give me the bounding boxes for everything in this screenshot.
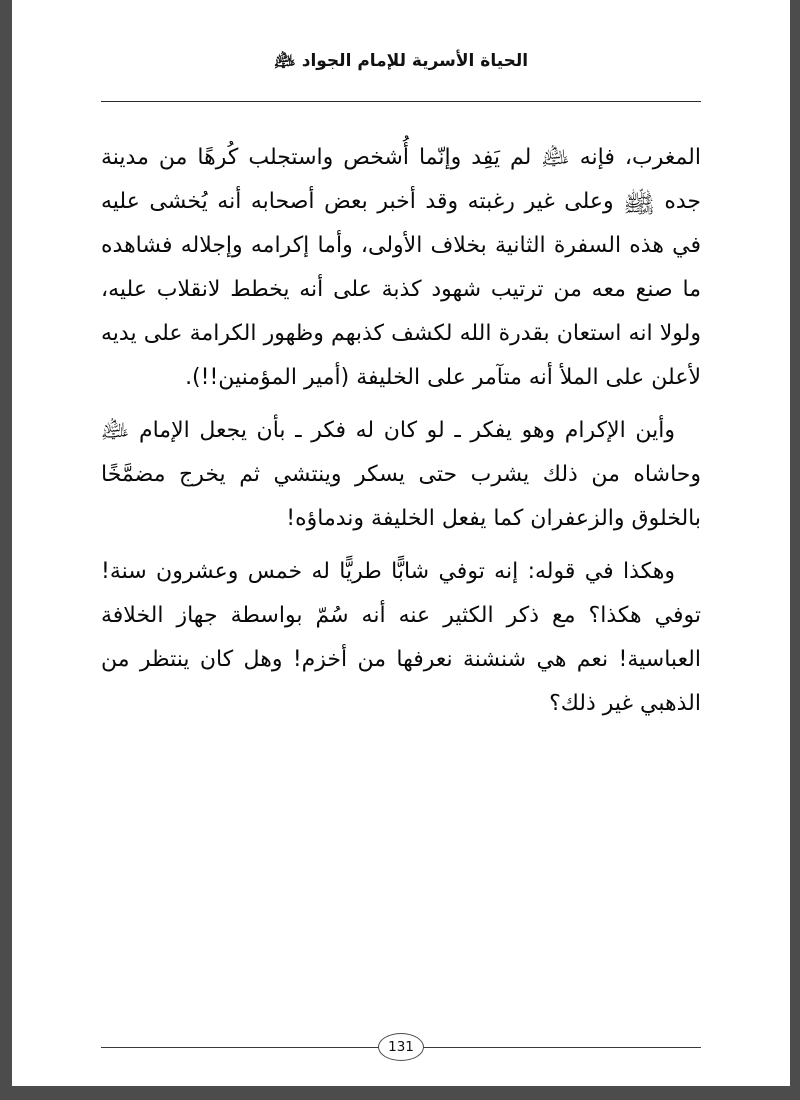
paragraph: وأين الإكرام وهو يفكر ـ لو كان له فكر ـ بأن يجعل الإمام ﵇ وحاشاه من ذلك يشرب حتى يسكر وينتشي ثم يخرج مضمَّخًا بالخلوق والزعفران كما يفعل الخليفة وندماؤه! — [101, 418, 701, 531]
body-text — [101, 136, 701, 726]
page-number: 131 — [388, 1039, 414, 1055]
page-number-badge — [378, 1033, 424, 1061]
page-header — [12, 0, 790, 102]
book-page — [12, 0, 790, 1086]
paragraph: المغرب، فإنه ﵇ لم يَفِد وإنّما أُشخص واستجلب كُرهًا من مدينة جده ﵌ وعلى غير رغبته وقد أخبر بعض أصحابه أنه يُخشى عليه في هذه السفرة الثانية بخلاف الأولى، وأما إكرامه وإجلاله فشاهده ما صنع معه من ترتيب شهود كذبة على أنه يخطط لانقلاب عليه، ولولا انه استعان بقدرة الله لكشف كذبهم وظهور الكرامة على يديه لأعلن على الملأ أنه متآمر على الخليفة (أمير المؤمنين!!). — [101, 145, 701, 390]
page-title: الحياة الأسرية للإمام الجواد ﵇ — [273, 51, 529, 71]
page-footer — [101, 1032, 701, 1062]
header-divider — [101, 101, 701, 102]
paragraph: وهكذا في قوله: إنه توفي شابًّا طريًّا له خمس وعشرون سنة! توفي هكذا؟ مع ذكر الكثير عنه أنه سُمّ بواسطة جهاز الخلافة العباسية! نعم هي شنشنة نعرفها من أخزم! وهل كان ينتظر من الذهبي غير ذلك؟ — [101, 559, 701, 716]
